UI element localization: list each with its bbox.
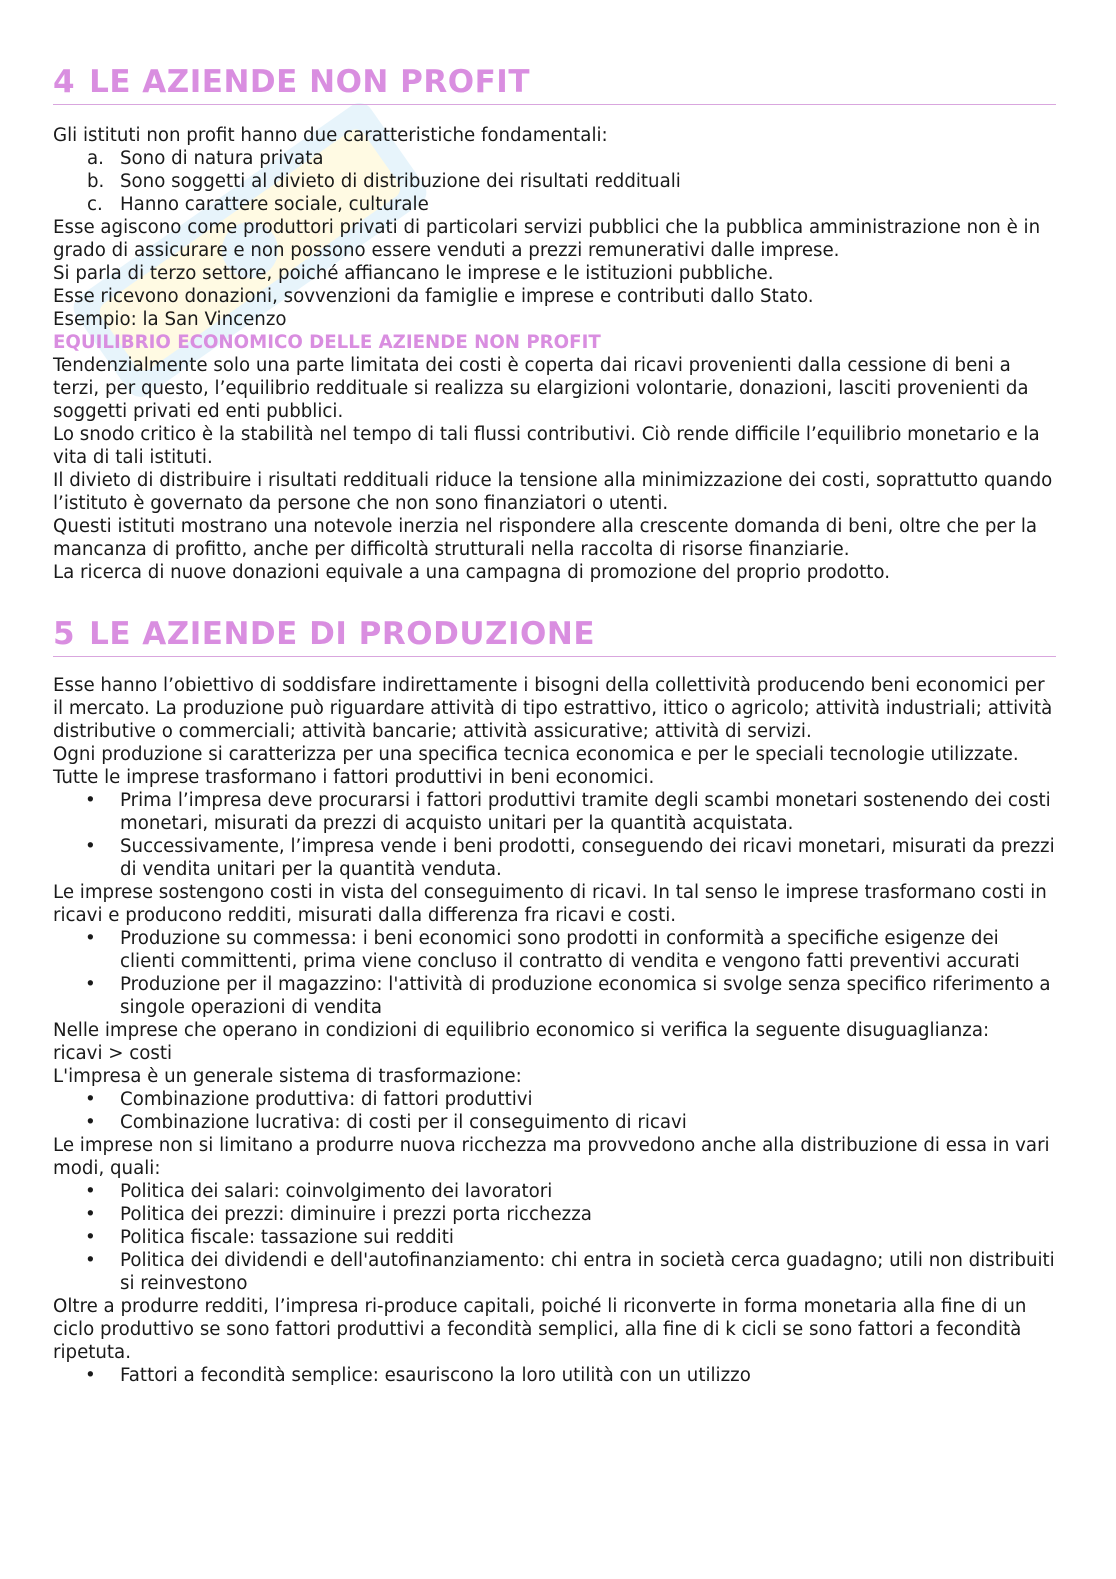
paragraph: Esse ricevono donazioni, sovvenzioni da famiglie e imprese e contributi dallo Stato. bbox=[53, 286, 814, 307]
list-text: Fattori a fecondità semplice: esauriscono la loro utilità con un utilizzo bbox=[120, 1365, 751, 1386]
list-item bbox=[53, 835, 1056, 881]
list-item bbox=[53, 973, 1056, 1019]
list-text: Prima l’impresa deve procurarsi i fattori produttivi tramite degli scambi monetari sostenendo dei costi monetari, misurati da prezzi di acquisto unitari per la quantità acquistata. bbox=[120, 790, 1051, 834]
list-item bbox=[53, 1364, 1056, 1387]
paragraph: Questi istituti mostrano una notevole inerzia nel rispondere alla crescente domanda di beni, oltre che per la mancanza di profitto, anche per difficoltà strutturali nella raccolta di risorse finanziarie. bbox=[53, 516, 1038, 560]
list-item bbox=[53, 1088, 1056, 1111]
inequality: ricavi > costi bbox=[53, 1043, 173, 1064]
bullet-marker: • bbox=[85, 1227, 96, 1248]
list-marker: a. bbox=[87, 148, 104, 169]
bullet-marker: • bbox=[85, 790, 96, 811]
list-item bbox=[53, 789, 1056, 835]
paragraph: Tutte le imprese trasformano i fattori produttivi in beni economici. bbox=[53, 767, 655, 788]
list-marker: c. bbox=[87, 194, 103, 215]
paragraph: Esse agiscono come produttori privati di particolari servizi pubblici che la pubblica amministrazione non è in grado di assicurare e non possono essere venduti a prezzi remunerativi dalle imprese. bbox=[53, 217, 1041, 261]
list-text: Combinazione lucrativa: di costi per il conseguimento di ricavi bbox=[120, 1112, 687, 1133]
paragraph: Lo snodo critico è la stabilità nel tempo di tali flussi contributivi. Ciò rende difficile l’equilibrio monetario e la vita di tali istituti. bbox=[53, 424, 1040, 468]
section-4-rule bbox=[53, 104, 1056, 105]
list-item bbox=[53, 927, 1056, 973]
paragraph: Il divieto di distribuire i risultati reddituali riduce la tensione alla minimizzazione dei costi, soprattutto quando l’istituto è governato da persone che non sono finanziatori o utenti. bbox=[53, 470, 1053, 514]
list-text: Politica dei prezzi: diminuire i prezzi porta ricchezza bbox=[120, 1204, 592, 1225]
list-text: Produzione per il magazzino: l'attività di produzione economica si svolge senza specifico riferimento a singole operazioni di vendita bbox=[120, 974, 1051, 1018]
section-4-title: LE AZIENDE NON PROFIT bbox=[89, 64, 530, 100]
paragraph: Le imprese non si limitano a produrre nuova ricchezza ma provvedono anche alla distribuzione di essa in vari modi, quali: bbox=[53, 1135, 1050, 1179]
bullet-marker: • bbox=[85, 1089, 96, 1110]
list-text: Politica fiscale: tassazione sui redditi bbox=[120, 1227, 454, 1248]
bullet-marker: • bbox=[85, 1365, 96, 1386]
list-text: Produzione su commessa: i beni economici sono prodotti in conformità a specifiche esigenze dei clienti committenti, prima viene concluso il contratto di vendita e vengono fatti preventivi accurati bbox=[120, 928, 1020, 972]
list-text: Politica dei salari: coinvolgimento dei lavoratori bbox=[120, 1181, 553, 1202]
paragraph: La ricerca di nuove donazioni equivale a una campagna di promozione del proprio prodotto. bbox=[53, 562, 890, 583]
list-marker: b. bbox=[87, 171, 105, 192]
paragraph: Nelle imprese che operano in condizioni di equilibrio economico si verifica la seguente disuguaglianza: bbox=[53, 1020, 990, 1041]
paragraph: Oltre a produrre redditi, l’impresa ri-produce capitali, poiché li riconverte in forma monetaria alla fine di un ciclo produttivo se sono fattori produttivi a fecondità semplici, alla fine di k cicli se sono fattori a fecondità ripetuta. bbox=[53, 1296, 1027, 1363]
bullet-marker: • bbox=[85, 1250, 96, 1271]
bullet-marker: • bbox=[85, 974, 96, 995]
list-text: Sono soggetti al divieto di distribuzione dei risultati reddituali bbox=[120, 171, 681, 192]
section-4-number: 4 bbox=[53, 64, 76, 100]
list-item bbox=[53, 170, 1056, 193]
paragraph: Ogni produzione si caratterizza per una specifica tecnica economica e per le speciali tecnologie utilizzate. bbox=[53, 744, 1019, 765]
subheading: EQUILIBRIO ECONOMICO DELLE AZIENDE NON PROFIT bbox=[53, 332, 601, 353]
bullet-marker: • bbox=[85, 1204, 96, 1225]
section-5-body bbox=[53, 674, 1056, 1387]
list-text: Sono di natura privata bbox=[120, 148, 324, 169]
list-item bbox=[53, 1180, 1056, 1203]
paragraph: Si parla di terzo settore, poiché affiancano le imprese e le istituzioni pubbliche. bbox=[53, 263, 774, 284]
list-item bbox=[53, 1203, 1056, 1226]
paragraph: Le imprese sostengono costi in vista del conseguimento di ricavi. In tal senso le imprese trasformano costi in ricavi e producono redditi, misurati dalla differenza fra ricavi e costi. bbox=[53, 882, 1047, 926]
section-4-heading bbox=[53, 62, 1056, 102]
section-5-title: LE AZIENDE DI PRODUZIONE bbox=[89, 616, 596, 652]
section-4-body bbox=[53, 124, 1056, 584]
list-text: Hanno carattere sociale, culturale bbox=[120, 194, 429, 215]
list-item bbox=[53, 1111, 1056, 1134]
list-item bbox=[53, 1249, 1056, 1295]
bullet-marker: • bbox=[85, 1112, 96, 1133]
list-item bbox=[53, 193, 1056, 216]
section-5-heading bbox=[53, 614, 1056, 654]
section-5-rule bbox=[53, 656, 1056, 657]
bullet-marker: • bbox=[85, 1181, 96, 1202]
list-text: Successivamente, l’impresa vende i beni prodotti, conseguendo dei ricavi monetari, misurati da prezzi di vendita unitari per la quantità venduta. bbox=[120, 836, 1055, 880]
list-item bbox=[53, 1226, 1056, 1249]
list-text: Politica dei dividendi e dell'autofinanziamento: chi entra in società cerca guadagno; utili non distribuiti si reinvestono bbox=[120, 1250, 1055, 1294]
paragraph: Esempio: la San Vincenzo bbox=[53, 309, 287, 330]
list-text: Combinazione produttiva: di fattori produttivi bbox=[120, 1089, 533, 1110]
bullet-marker: • bbox=[85, 836, 96, 857]
paragraph: Tendenzialmente solo una parte limitata dei costi è coperta dai ricavi provenienti dalla cessione di beni a terzi, per questo, l’equilibrio reddituale si realizza su elargizioni volontarie, donazioni, lasciti provenienti da soggetti privati ed enti pubblici. bbox=[53, 355, 1029, 422]
list-item bbox=[53, 147, 1056, 170]
paragraph: Esse hanno l’obiettivo di soddisfare indirettamente i bisogni della collettività producendo beni economici per il mercato. La produzione può riguardare attività di tipo estrattivo, ittico o agricolo; attività industriali; attività distributive o commerciali; attività bancarie; attività assicurative; attività di servizi. bbox=[53, 675, 1053, 742]
paragraph: L'impresa è un generale sistema di trasformazione: bbox=[53, 1066, 522, 1087]
section-4-intro: Gli istituti non profit hanno due caratteristiche fondamentali: bbox=[53, 125, 608, 146]
bullet-marker: • bbox=[85, 928, 96, 949]
section-5-number: 5 bbox=[53, 616, 76, 652]
